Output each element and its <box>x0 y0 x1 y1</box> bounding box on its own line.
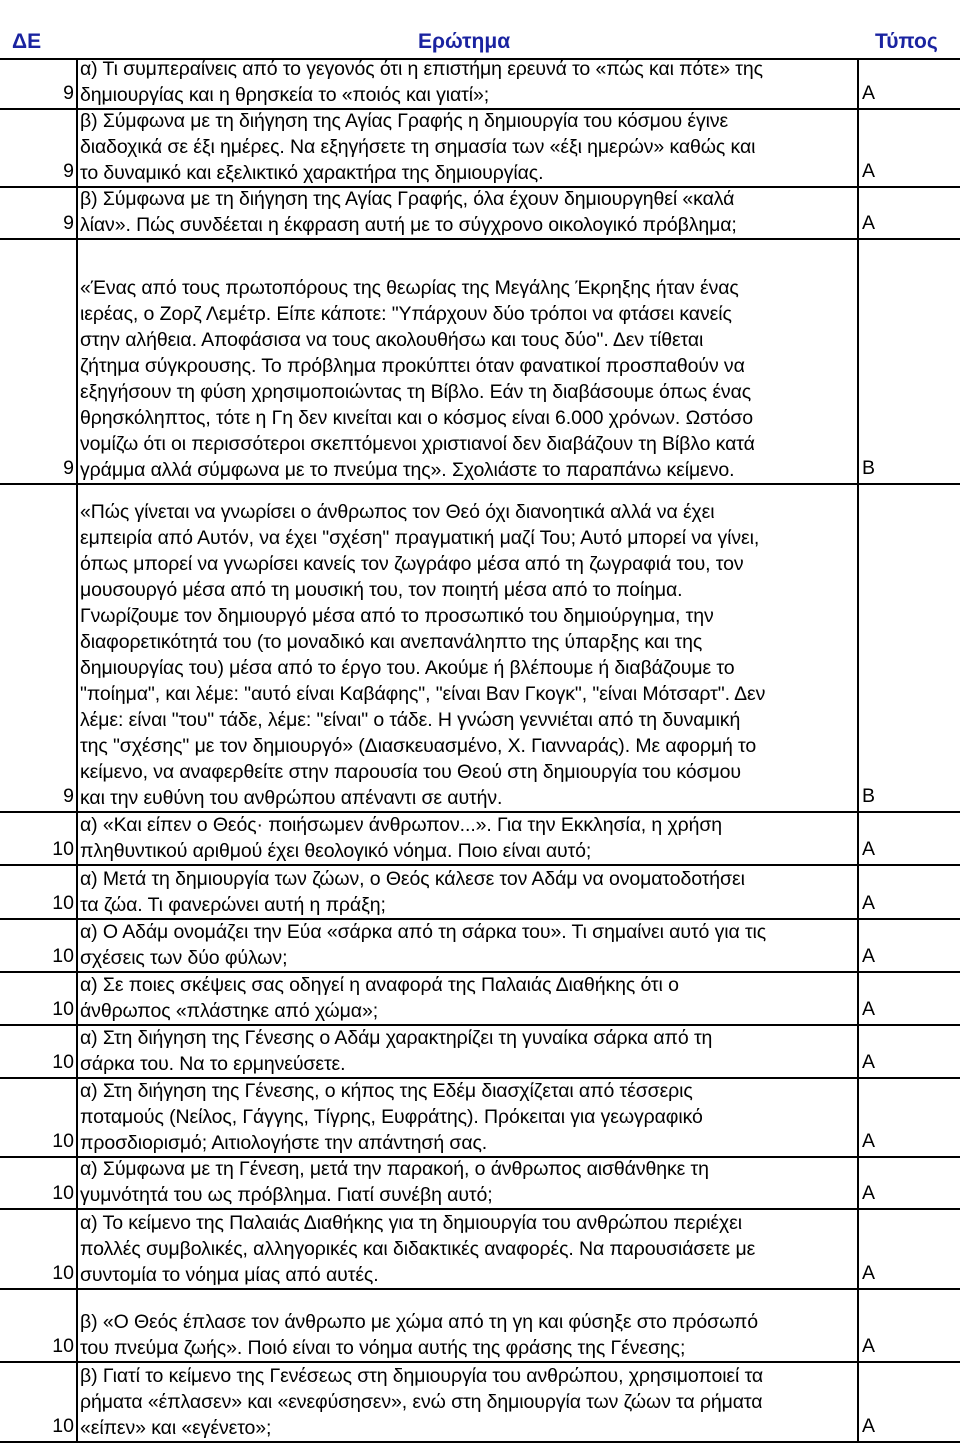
table-row <box>0 920 960 973</box>
row-number: 10 <box>52 1051 74 1073</box>
question-type: Α <box>862 892 876 914</box>
table-row <box>0 240 960 485</box>
question-text: α) Στη διήγηση της Γένεσης, ο κήπος της Εδέμ διασχίζεται από τέσσερις ποταμούς (Νείλος, Γάγγης, Τίγρης, Ευφράτης). Πρόκειται για γεωγραφικό προσδιορισμό; Αιτιολογήστε την απάντησή σας. <box>80 1080 703 1154</box>
table-row <box>0 866 960 920</box>
question-text: α) Σε ποιες σκέψεις σας οδηγεί η αναφορά της Παλαιάς Διαθήκης ότι ο άνθρωπος «πλάστηκε από χώμα»; <box>80 974 679 1022</box>
question-type: Α <box>862 1335 876 1357</box>
question-type: Α <box>862 838 876 860</box>
question-type: Α <box>862 945 876 967</box>
row-number: 10 <box>52 1262 74 1284</box>
table-row <box>0 110 960 188</box>
question-text: β) «Ο Θεός έπλασε τον άνθρωπο με χώμα από τη γη και φύσηξε στο πρόσωπό του πνεύμα ζωής». Ποιό είναι το νόημα αυτής της φράσης της Γένεσης; <box>80 1311 759 1359</box>
question-text: α) Ο Αδάμ ονομάζει την Εύα «σάρκα από τη σάρκα του». Τι σημαίνει αυτό για τις σχέσεις των δύο φύλων; <box>80 921 767 969</box>
question-text: α) Το κείμενο της Παλαιάς Διαθήκης για τη δημιουργία του ανθρώπου περιέχει πολλές συμβολικές, αλληγορικές και διδακτικές αναφορές. Να παρουσιάσετε με συντομία το νόημα μίας από αυτές. <box>80 1212 756 1286</box>
table-row <box>0 1158 960 1210</box>
table-row <box>0 1079 960 1158</box>
table-row <box>0 813 960 866</box>
table-row <box>0 1290 960 1363</box>
question-text: «Πώς γίνεται να γνωρίσει ο άνθρωπος τον Θεό όχι διανοητικά αλλά να έχει εμπειρία από Αυτόν, να έχει "σχέση" πραγματική μαζί Του; Αυτό μπορεί να γίνει, όπως μπορεί να γνωρίσει κανείς τον ζωγράφο μέσα από τη ζωγραφιά του, τον μουσουργό μέσα από τη μουσική του, τον ποιητή μέσα από το ποίημα. Γνωρίζουμε τον δημιουργό μέσα από το προσωπικό του δημιούργημα, την διαφορετικότητά του (το μοναδικό και ανεπανάληπτο της ύπαρξης και της δημιουργίας του) μέσα από το έργο του. Ακούμε ή βλέπουμε ή διαβάζουμε το "ποίημα", και λέμε: "αυτό είναι Καβάφης", "είναι Βαν Γκογκ", "είναι Μότσαρτ". Δεν λέμε: είναι "του" τάδε, λέμε: "είναι" ο τάδε. Η γνώση γεννιέται από τη δυναμική της "σχέσης" με τον δημιουργό» (Διασκευασμένο, Χ. Γιανναράς). Με αφορμή το κείμενο, να αναφερθείτε στην παρουσία του Θεού στη δημιουργία του κόσμου και την ευθύνη του ανθρώπου απέναντι σε αυτήν. <box>80 501 766 809</box>
table-row <box>0 485 960 813</box>
row-number: 10 <box>52 1130 74 1152</box>
question-text: α) Τι συμπεραίνεις από το γεγονός ότι η επιστήμη ερευνά το «πώς και πότε» της δημιουργίας και η θρησκεία το «ποιός και γιατί»; <box>80 58 763 106</box>
question-type: Β <box>862 457 876 479</box>
table-row <box>0 973 960 1026</box>
row-number: 9 <box>63 457 74 479</box>
header-de: ΔΕ <box>12 30 42 53</box>
row-number: 10 <box>52 1415 74 1437</box>
row-number: 10 <box>52 838 74 860</box>
header-type: Τύπος <box>875 30 938 53</box>
table-header <box>0 0 960 60</box>
question-text: α) Μετά τη δημιουργία των ζώων, ο Θεός κάλεσε τον Αδάμ να ονοματοδοτήσει τα ζώα. Τι φανερώνει αυτή η πράξη; <box>80 868 745 916</box>
question-type: Α <box>862 1262 876 1284</box>
question-type: Α <box>862 1051 876 1073</box>
question-text: β) Σύμφωνα με τη διήγηση της Αγίας Γραφής η δημιουργία του κόσμου έγινε διαδοχικά σε έξι ημέρες. Να εξηγήσετε τη σημασία των «έξι ημερών» καθώς και το δυναμικό και εξελικτικό χαρακτήρα της δημιουργίας. <box>80 110 756 184</box>
row-number: 9 <box>63 160 74 182</box>
row-number: 10 <box>52 1335 74 1357</box>
question-type: Α <box>862 212 876 234</box>
question-text: «Ένας από τους πρωτοπόρους της θεωρίας της Μεγάλης Έκρηξης ήταν ένας ιερέας, ο Ζορζ Λεμέτρ. Είπε κάποτε: "Υπάρχουν δύο τρόποι να φτάσει κανείς στην αλήθεια. Αποφάσισα να τους ακολουθήσω και τους δύο". Δεν τίθεται ζήτημα σύγκρουσης. Το πρόβλημα προκύπτει όταν φανατικοί προσπαθούν να εξηγήσουν τη φύση χρησιμοποιώντας τη Βίβλο. Εάν τη διαβάσουμε όπως ένας θρησκόληπτος, τότε η Γη δεν κινείται και ο κόσμος είναι 6.000 χρόνων. Ωστόσο νομίζω ότι οι περισσότεροι σκεπτόμενοι χριστιανοί δεν διαβάζουν τη Βίβλο κατά γράμμα αλλά σύμφωνα με το πνεύμα της». Σχολιάστε το παραπάνω κείμενο. <box>80 277 755 481</box>
question-type: Α <box>862 82 876 104</box>
row-number: 10 <box>52 945 74 967</box>
question-text: β) Σύμφωνα με τη διήγηση της Αγίας Γραφής, όλα έχουν δημιουργηθεί «καλά λίαν». Πώς συνδέεται η έκφραση αυτή με το σύγχρονο οικολογικό πρόβλημα; <box>80 188 737 236</box>
question-type: Β <box>862 785 876 807</box>
row-number: 9 <box>63 212 74 234</box>
row-number: 9 <box>63 82 74 104</box>
row-number: 10 <box>52 892 74 914</box>
table-row <box>0 1363 960 1443</box>
table-row <box>0 1210 960 1290</box>
question-type: Α <box>862 1130 876 1152</box>
question-text: α) Στη διήγηση της Γένεσης ο Αδάμ χαρακτηρίζει τη γυναίκα σάρκα από τη σάρκα του. Να το ερμηνεύσετε. <box>80 1027 713 1075</box>
question-text: α) «Και είπεν ο Θεός· ποιήσωμεν άνθρωπον...». Για την Εκκλησία, η χρήση πληθυντικού αριθμού έχει θεολογικό νόημα. Ποιο είναι αυτό; <box>80 814 723 862</box>
question-type: Α <box>862 1415 876 1437</box>
table-row <box>0 58 960 110</box>
table-row <box>0 188 960 240</box>
question-type: Α <box>862 998 876 1020</box>
question-text: β) Γιατί το κείμενο της Γενέσεως στη δημιουργία του ανθρώπου, χρησιμοποιεί τα ρήματα «έπλασεν» και «ενεφύσησεν», ενώ στη δημιουργία των ζώων τα ρήματα «είπεν» και «εγένετο»; <box>80 1365 764 1439</box>
question-text: α) Σύμφωνα με τη Γένεση, μετά την παρακοή, ο άνθρωπος αισθάνθηκε τη γυμνότητά του ως πρόβλημα. Γιατί συνέβη αυτό; <box>80 1158 709 1206</box>
header-question: Ερώτημα <box>418 30 511 53</box>
question-type: Α <box>862 1182 876 1204</box>
row-number: 10 <box>52 998 74 1020</box>
question-type: Α <box>862 160 876 182</box>
table-row <box>0 1026 960 1079</box>
row-number: 10 <box>52 1182 74 1204</box>
row-number: 9 <box>63 785 74 807</box>
